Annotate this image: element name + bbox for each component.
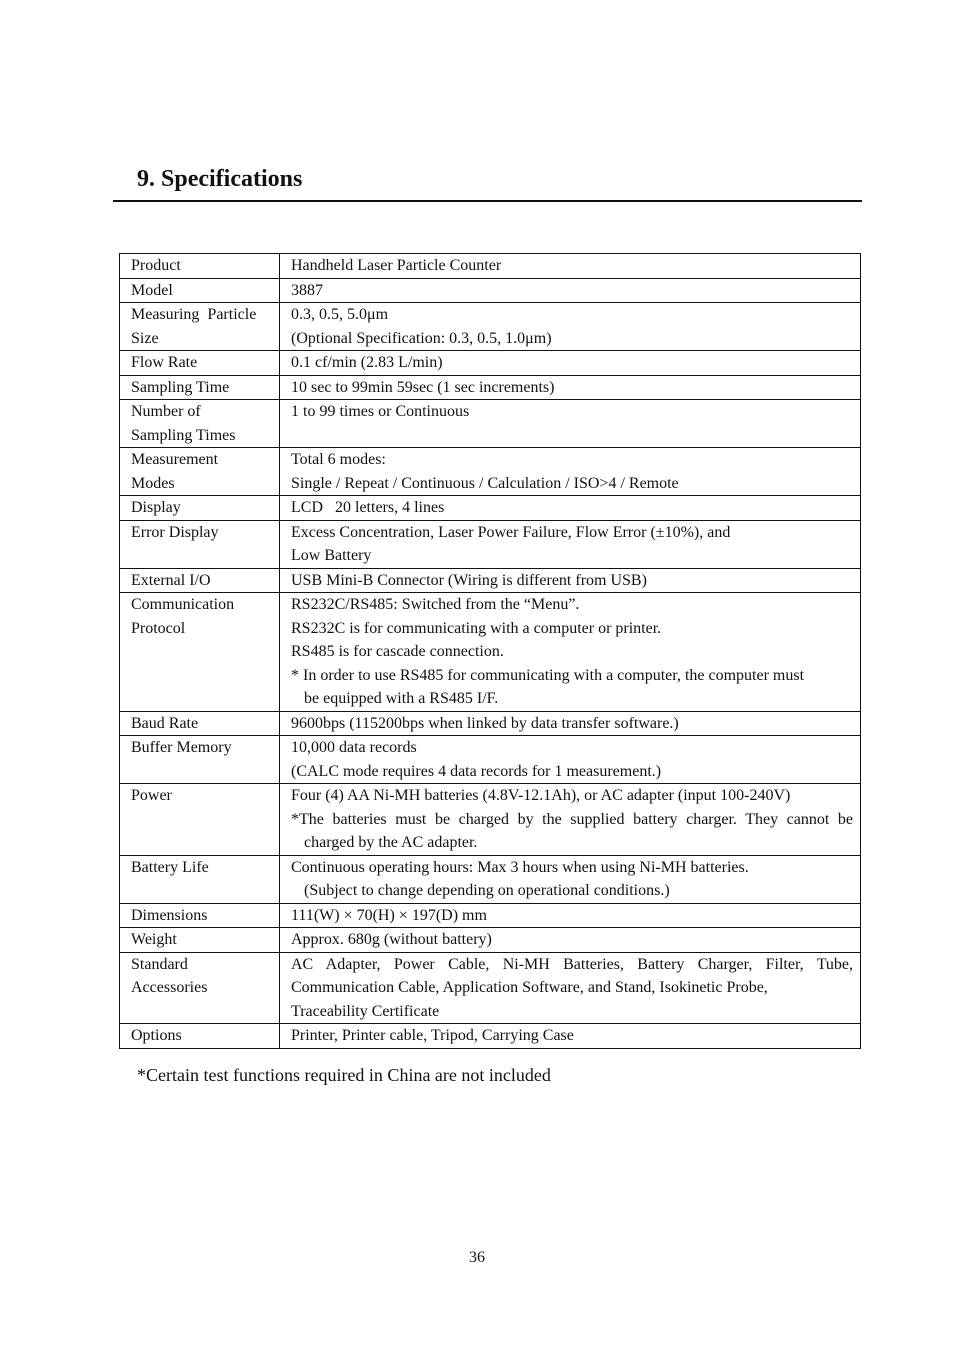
- spec-label: Power: [131, 787, 172, 804]
- spec-label: Battery Life: [131, 858, 209, 876]
- spec-label: Protocol: [131, 619, 186, 637]
- spec-value: 111(W) × 70(H) × 197(D) mm: [291, 906, 487, 924]
- spec-value: AC Adapter, Power Cable, Ni-MH Batteries, Battery Charger, Filter, Tube,: [291, 955, 853, 973]
- spec-value-cell: [280, 928, 861, 953]
- spec-label: Size: [131, 329, 159, 347]
- spec-value: (Subject to change depending on operational conditions.): [304, 882, 670, 899]
- spec-label: Modes: [131, 474, 175, 492]
- specifications-table: [119, 253, 861, 1049]
- heading-underline: [113, 200, 862, 202]
- spec-label: Sampling Time: [131, 378, 230, 396]
- spec-value: Approx. 680g (without battery): [291, 931, 492, 948]
- spec-label-cell: [120, 520, 280, 568]
- spec-row: [120, 784, 861, 856]
- spec-value: Traceability Certificate: [291, 1002, 440, 1020]
- spec-value-cell: [280, 303, 861, 351]
- spec-value: (Optional Specification: 0.3, 0.5, 1.0μm): [291, 329, 552, 347]
- spec-value: Total 6 modes:: [291, 451, 386, 468]
- spec-value-cell: [280, 400, 861, 448]
- spec-label: Measurement: [131, 451, 219, 468]
- spec-row: [120, 496, 861, 521]
- spec-row: [120, 520, 861, 568]
- spec-row: [120, 351, 861, 376]
- spec-label-cell: [120, 855, 280, 903]
- spec-label-cell: [120, 903, 280, 928]
- spec-label: Model: [131, 281, 173, 299]
- spec-value-cell: [280, 278, 861, 303]
- spec-label: Communication: [131, 596, 235, 613]
- spec-row: [120, 711, 861, 736]
- spec-label: Standard: [131, 955, 188, 973]
- spec-value: Printer, Printer cable, Tripod, Carrying Case: [291, 1027, 574, 1044]
- spec-value-cell: [280, 903, 861, 928]
- spec-label-cell: [120, 278, 280, 303]
- spec-label: Weight: [131, 931, 177, 948]
- spec-value-cell: [280, 593, 861, 712]
- spec-value-cell: [280, 855, 861, 903]
- spec-value: 0.1 cf/min (2.83 L/min): [291, 354, 443, 371]
- spec-row: [120, 375, 861, 400]
- spec-label-cell: [120, 400, 280, 448]
- spec-value: 0.3, 0.5, 5.0μm: [291, 306, 389, 323]
- spec-row: [120, 928, 861, 953]
- spec-label-cell: [120, 952, 280, 1024]
- spec-label-cell: [120, 593, 280, 712]
- spec-label-cell: [120, 784, 280, 856]
- spec-value: 10 sec to 99min 59sec (1 sec increments): [291, 378, 555, 396]
- spec-row: [120, 736, 861, 784]
- spec-label: Flow Rate: [131, 354, 198, 371]
- spec-value: charged by the AC adapter.: [304, 834, 478, 851]
- spec-value: (CALC mode requires 4 data records for 1 measurement.): [291, 762, 662, 780]
- spec-value: Single / Repeat / Continuous / Calculation / ISO>4 / Remote: [291, 474, 679, 492]
- footnote: *Certain test functions required in China are not included: [137, 1065, 551, 1085]
- spec-value: RS232C is for communicating with a computer or printer.: [291, 619, 662, 637]
- spec-value-cell: [280, 448, 861, 496]
- spec-value: * In order to use RS485 for communicating with a computer, the computer must: [291, 666, 805, 684]
- spec-row: [120, 278, 861, 303]
- spec-label-cell: [120, 711, 280, 736]
- spec-label-cell: [120, 496, 280, 521]
- spec-value: 9600bps (115200bps when linked by data transfer software.): [291, 714, 679, 732]
- spec-label: Error Display: [131, 523, 219, 541]
- spec-label: Baud Rate: [131, 714, 199, 732]
- spec-row: [120, 855, 861, 903]
- spec-value: 3887: [291, 281, 323, 299]
- spec-label-cell: [120, 568, 280, 593]
- spec-label: Buffer Memory: [131, 739, 232, 756]
- spec-value-cell: [280, 496, 861, 521]
- spec-value: *The batteries must be charged by the supplied battery charger. They cannot be: [291, 810, 853, 828]
- spec-label: Measuring Particle: [131, 306, 257, 323]
- spec-label-cell: [120, 375, 280, 400]
- spec-label-cell: [120, 303, 280, 351]
- spec-label: Display: [131, 499, 181, 516]
- spec-value: Excess Concentration, Laser Power Failure, Flow Error (±10%), and: [291, 523, 731, 541]
- spec-row: [120, 448, 861, 496]
- spec-label-cell: [120, 1024, 280, 1049]
- spec-value-cell: [280, 711, 861, 736]
- spec-value-cell: [280, 736, 861, 784]
- spec-label: Options: [131, 1027, 182, 1044]
- spec-row: [120, 593, 861, 712]
- spec-value: USB Mini-B Connector (Wiring is different from USB): [291, 571, 647, 589]
- spec-value: Handheld Laser Particle Counter: [291, 257, 502, 274]
- spec-label: Number of: [131, 403, 201, 420]
- spec-label: External I/O: [131, 571, 211, 589]
- spec-label: Product: [131, 257, 181, 274]
- spec-label: Dimensions: [131, 906, 208, 924]
- spec-value-cell: [280, 568, 861, 593]
- spec-value: Low Battery: [291, 547, 372, 564]
- spec-value-cell: [280, 1024, 861, 1049]
- spec-row: [120, 1024, 861, 1049]
- spec-row: [120, 952, 861, 1024]
- spec-row: [120, 568, 861, 593]
- spec-value-cell: [280, 784, 861, 856]
- spec-value: 1 to 99 times or Continuous: [291, 403, 470, 420]
- spec-label-cell: [120, 254, 280, 279]
- spec-label-cell: [120, 928, 280, 953]
- spec-row: [120, 254, 861, 279]
- spec-value: 10,000 data records: [291, 739, 417, 756]
- spec-value: RS485 is for cascade connection.: [291, 643, 504, 660]
- section-heading: 9. Specifications: [137, 166, 303, 192]
- spec-label-cell: [120, 448, 280, 496]
- spec-row: [120, 303, 861, 351]
- spec-label: Sampling Times: [131, 426, 236, 444]
- spec-row: [120, 903, 861, 928]
- spec-label-cell: [120, 736, 280, 784]
- page-number: 36: [469, 1249, 485, 1266]
- spec-value-cell: [280, 520, 861, 568]
- spec-row: [120, 400, 861, 448]
- spec-label: Accessories: [131, 979, 208, 996]
- spec-value: be equipped with a RS485 I/F.: [304, 690, 499, 707]
- spec-label-cell: [120, 351, 280, 376]
- spec-value-cell: [280, 952, 861, 1024]
- spec-value: RS232C/RS485: Switched from the “Menu”.: [291, 596, 580, 613]
- spec-value: LCD 20 letters, 4 lines: [291, 499, 445, 516]
- spec-value-cell: [280, 254, 861, 279]
- spec-value-cell: [280, 351, 861, 376]
- spec-value: Communication Cable, Application Software, and Stand, Isokinetic Probe,: [291, 979, 768, 996]
- spec-value-cell: [280, 375, 861, 400]
- spec-value: Continuous operating hours: Max 3 hours when using Ni-MH batteries.: [291, 858, 749, 876]
- spec-value: Four (4) AA Ni-MH batteries (4.8V-12.1Ah), or AC adapter (input 100-240V): [291, 787, 791, 804]
